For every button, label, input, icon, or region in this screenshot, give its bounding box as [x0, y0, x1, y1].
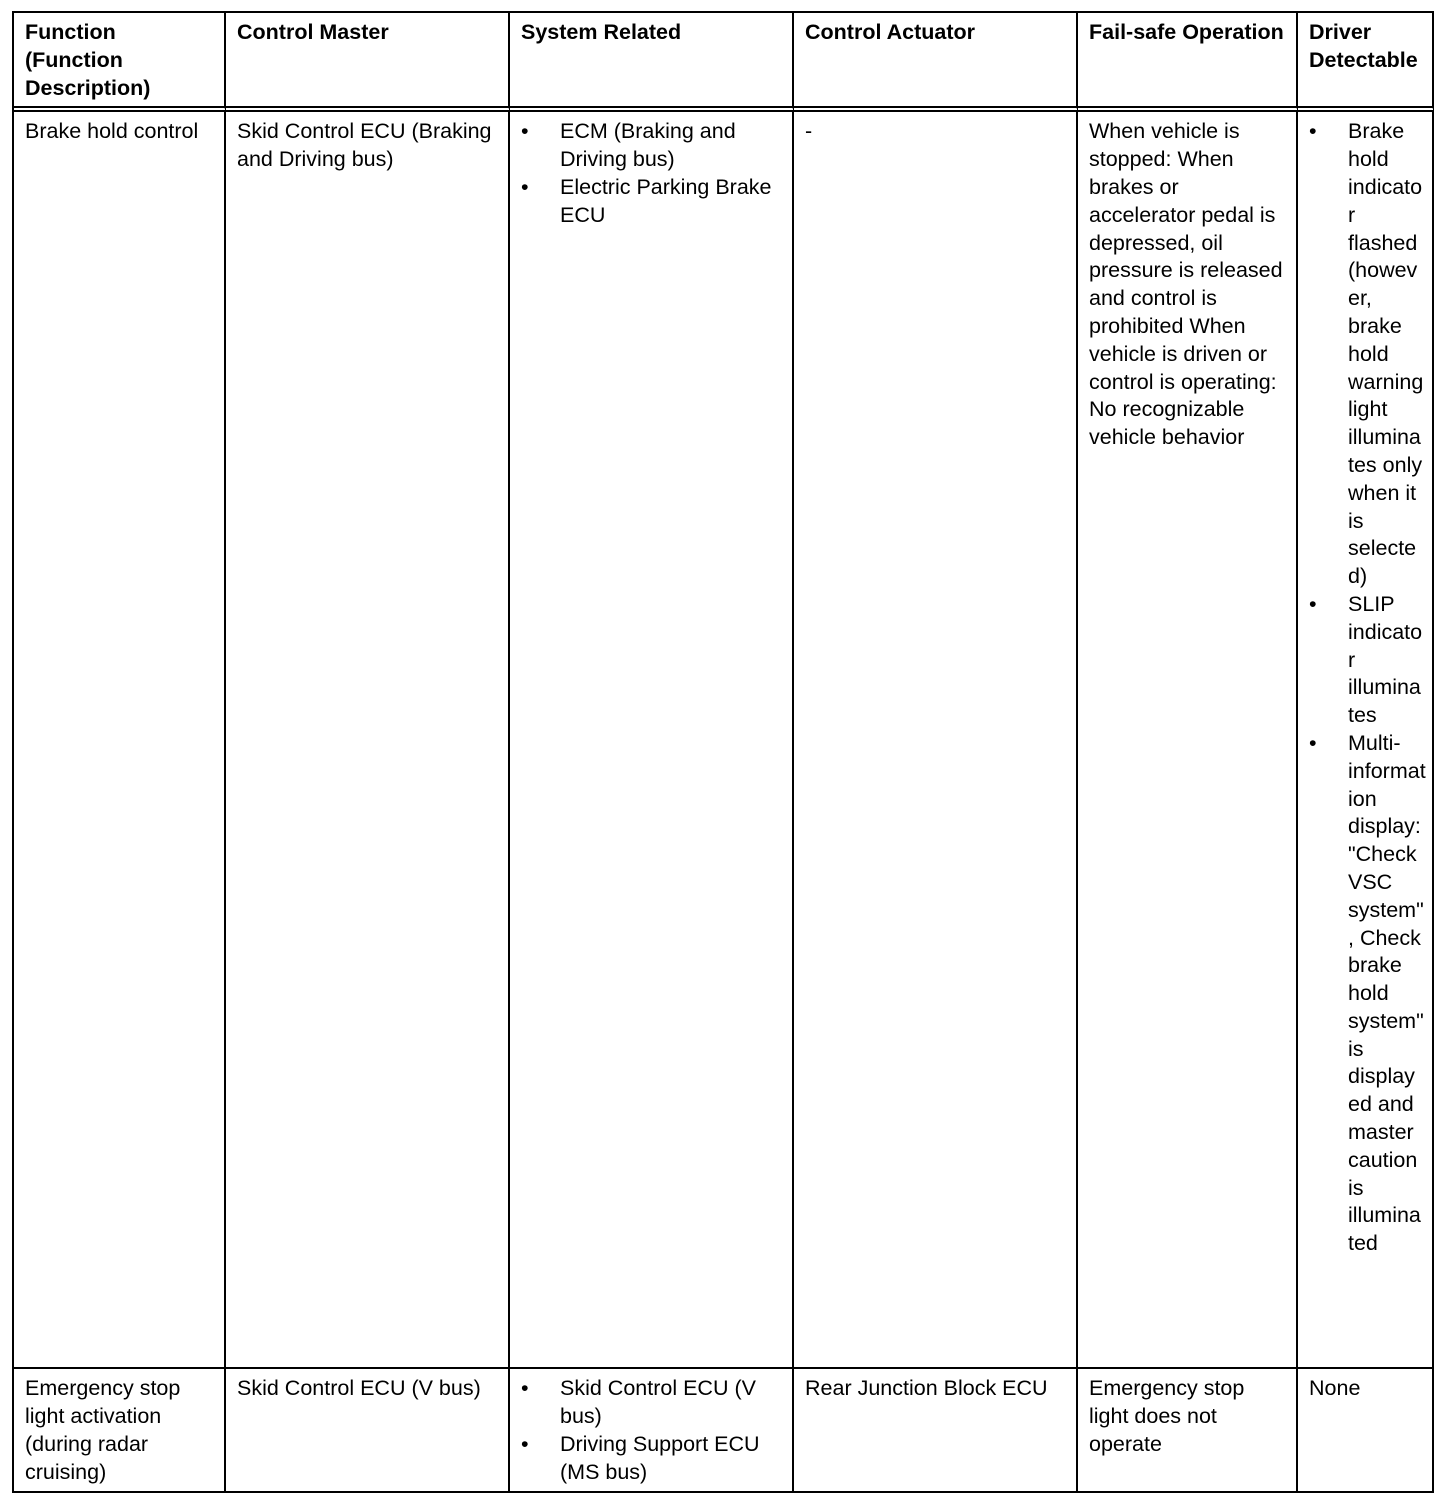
cell-control-actuator: - [794, 112, 1078, 1369]
table-header-row [14, 13, 1434, 112]
header-function: Function (Function Description) [14, 13, 226, 112]
cell-system-related [510, 112, 794, 1369]
cell-control-master: Skid Control ECU (Braking and Driving bus) [226, 112, 510, 1369]
header-control-actuator: Control Actuator [794, 13, 1078, 112]
header-control-master: Control Master [226, 13, 510, 112]
cell-system-related [510, 1369, 794, 1493]
cell-driver-detectable: None [1298, 1369, 1434, 1493]
cell-fail-safe: When vehicle is stopped: When brakes or accelerator pedal is depressed, oil pressure is released and control is prohibited When vehicle is driven or control is operating: No recognizable vehicle behavior [1078, 112, 1298, 1369]
header-fail-safe: Fail-safe Operation [1078, 13, 1298, 112]
cell-control-master: Skid Control ECU (V bus) [226, 1369, 510, 1493]
cell-function: Brake hold control [14, 112, 226, 1369]
cell-control-actuator: Rear Junction Block ECU [794, 1369, 1078, 1493]
list-item: • Electric Parking Brake ECU [521, 174, 782, 230]
list-item: • ECM (Braking and Driving bus) [521, 118, 782, 174]
list-item: • Brake hold indicator flashed (however, brake hold warning light illuminates only when it is selected) [1309, 118, 1426, 591]
list-item: • SLIP indicator illuminates [1309, 591, 1426, 730]
header-driver-detectable: Driver Detectable [1298, 13, 1434, 112]
table-row [14, 112, 1434, 1369]
table-row [14, 1369, 1434, 1493]
header-system-related: System Related [510, 13, 794, 112]
list-item: • Multi-information display: "Check VSC system", Check brake hold system" is displayed and master caution is illuminated [1309, 730, 1426, 1258]
list-item: • Skid Control ECU (V bus) [521, 1375, 782, 1431]
cell-fail-safe: Emergency stop light does not operate [1078, 1369, 1298, 1493]
list-item: • Driving Support ECU (MS bus) [521, 1431, 782, 1487]
cell-function: Emergency stop light activation (during radar cruising) [14, 1369, 226, 1493]
cell-driver-detectable [1298, 112, 1434, 1369]
function-table [12, 11, 1434, 1493]
